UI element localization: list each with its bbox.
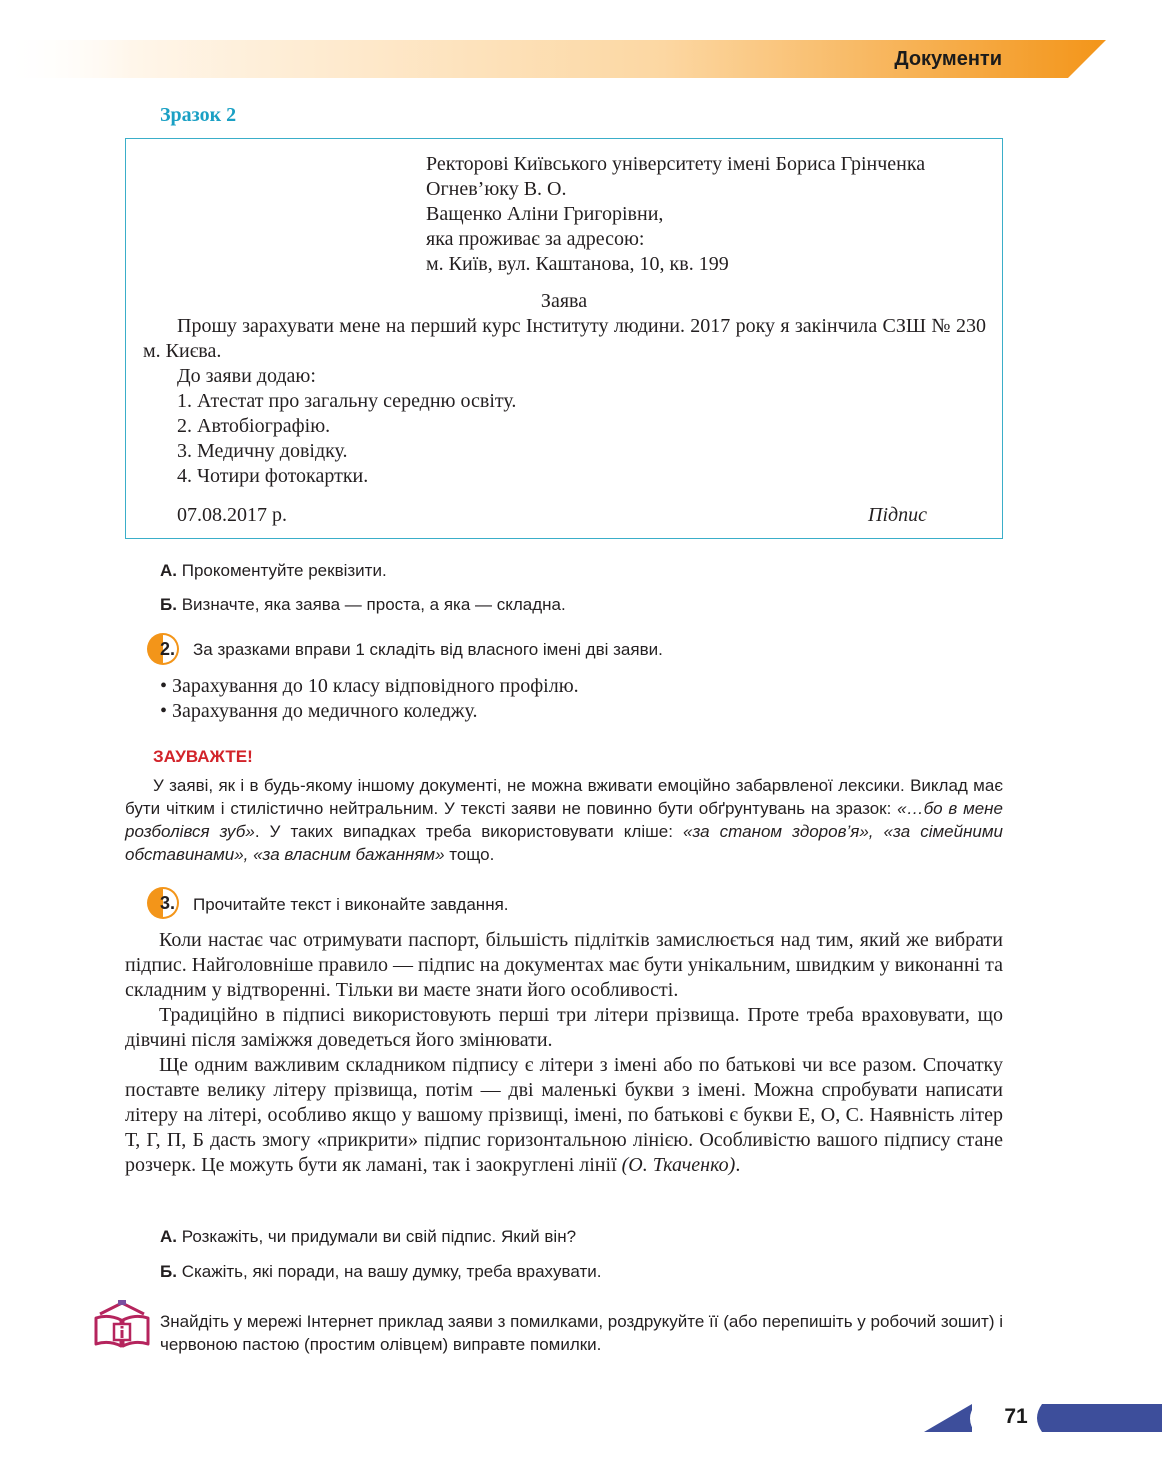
- task-b: [160, 594, 566, 616]
- exercise-bullet: • Зарахування до 10 класу відповідного профілю.: [160, 675, 579, 697]
- library-icon: [92, 1300, 152, 1350]
- addressee-line-2: Огнев’юку В. О.: [426, 178, 567, 200]
- task-a: [160, 560, 387, 582]
- page-number-tab: [924, 1402, 1162, 1436]
- reading-paragraph: [125, 1053, 1003, 1178]
- note-text-part: У заяві, як і в будь-якому іншому документі, не можна вживати емоційно забарвленої лексики. Виклад має бути чітким і стилістично нейтральним. У тексті заяви не повинно бути обґрунтувань на зразок:: [125, 776, 1003, 818]
- task-text: Прокоментуйте реквізити.: [181, 561, 387, 580]
- note-text-part: . У таких випадках треба використовувати кліше:: [254, 822, 683, 841]
- reading-paragraph: Традиційно в підписі використовують перші три літери прізвища. Проте треба враховувати, що дівчині після заміжжя доведеться його змінювати.: [125, 1004, 1003, 1051]
- task-text: Визначте, яка заява — проста, а яка — складна.: [181, 595, 566, 614]
- addressee-line-3: Ващенко Аліни Григорівни,: [426, 203, 664, 225]
- task-letter: Б.: [160, 595, 177, 614]
- task-letter: Б.: [160, 1262, 177, 1281]
- exercise-instruction: Прочитайте текст і виконайте завдання.: [193, 895, 509, 914]
- task-letter: А.: [160, 561, 177, 580]
- task-text: Скажіть, які поради, на вашу думку, треба врахувати.: [181, 1262, 602, 1281]
- task-a: [160, 1226, 576, 1248]
- exercise-bullet: • Зарахування до медичного коледжу.: [160, 700, 478, 722]
- note-text-part: тощо.: [444, 845, 495, 864]
- attachment-item: 2. Автобіографію.: [177, 415, 331, 437]
- web-task-text: Знайдіть у мережі Інтернет приклад заяви з помилками, роздрукуйте її (або перепишіть у робочий зошит) і червоною пастою (простим олівцем) виправте помилки.: [160, 1312, 1003, 1354]
- reading-paragraph: Коли настає час отримувати паспорт, більшість підлітків замислюється над тим, який же вибрати підпис. Найголовніше правило — підпис на документах має бути унікальним, швидким у виконанні та складним у відтворенні. Тільки ви маєте знати його особливості.: [125, 929, 1003, 1001]
- exercise-instruction: За зразками вправи 1 складіть від власного імені дві заяви.: [193, 640, 663, 659]
- document-date: 07.08.2017 р.: [177, 504, 287, 526]
- addressee-line-1: Ректорові Київського університету імені Бориса Грінченка: [426, 153, 926, 175]
- exercise-number: 2.: [160, 639, 176, 659]
- page-number: 71: [1004, 1405, 1028, 1428]
- reading-paragraph-end: .: [735, 1154, 741, 1176]
- task-b: [160, 1261, 601, 1283]
- note-example: «…бо в мене розболівся зуб»: [125, 799, 1003, 841]
- exercise-number: 3.: [160, 893, 176, 913]
- attachments-intro: До заяви додаю:: [177, 365, 316, 387]
- addressee-line-5: м. Київ, вул. Каштанова, 10, кв. 199: [426, 253, 729, 275]
- note-cliches: «за станом здоров’я», «за сімейними обставинами», «за власним бажанням»: [125, 822, 1003, 864]
- sample-title: Зразок 2: [160, 104, 237, 126]
- task-letter: А.: [160, 1227, 177, 1246]
- attachment-item: 4. Чотири фотокартки.: [177, 465, 369, 487]
- section-title: Документи: [894, 48, 1002, 70]
- note-text: [125, 774, 1003, 866]
- reading-text: [125, 928, 1003, 1178]
- attachment-item: 1. Атестат про загальну середню освіту.: [177, 390, 517, 412]
- reading-author: (О. Ткаченко): [621, 1154, 736, 1176]
- task-text: Розкажіть, чи придумали ви свій підпис. Який він?: [181, 1227, 577, 1246]
- note-title: ЗАУВАЖТЕ!: [153, 747, 253, 766]
- document-heading: Заява: [540, 290, 588, 312]
- reading-paragraph-text: Ще одним важливим складником підпису є літери з імені або по батькові чи все разом. Спочатку поставте велику літеру прізвища, потім — дві маленькі букви з імені. Можна спробувати написати літеру на літері, особливо якщо у вашому прізвищі, імені, по батькові є букви Е, О, С. Наявність літер Т, Г, П, Б дасть змогу «прикрити» підпис горизонтальною лінією. Особливістю вашого підпису стане розчерк. Це можуть бути як ламані, так і заокруглені лінії: [125, 1054, 1003, 1176]
- addressee-line-4: яка проживає за адресою:: [426, 228, 645, 250]
- document-body: Прошу зарахувати мене на перший курс Інституту людини. 2017 року я закінчила СЗШ № 230 м. Києва.: [143, 315, 986, 362]
- document-signature: Підпис: [868, 504, 927, 526]
- attachment-item: 3. Медичну довідку.: [177, 440, 348, 462]
